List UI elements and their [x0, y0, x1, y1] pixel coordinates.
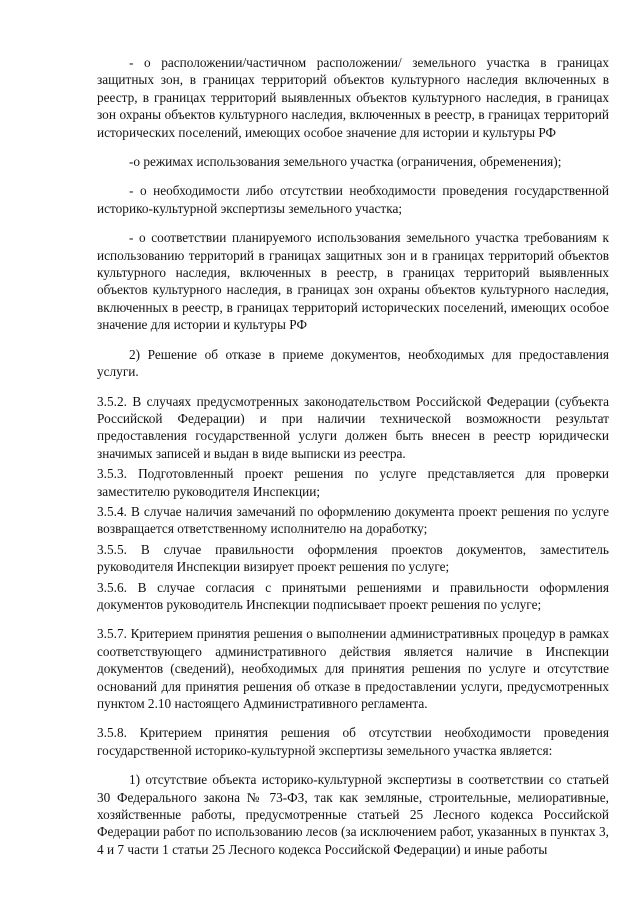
- paragraph-3-5-6: 3.5.6. В случае согласия с принятыми решениями и правильности оформления документов руководитель Инспекции подписывает проект решения по услуге;: [97, 579, 609, 612]
- paragraph-expertise-need: - о необходимости либо отсутствии необходимости проведения государственной историко-культурной экспертизы земельного участка;: [97, 183, 609, 216]
- paragraph-3-5-5: 3.5.5. В случае правильности оформления проектов документов, заместитель руководителя Инспекции визирует проект решения по услуге;: [97, 541, 609, 575]
- paragraph-usage-regimes: -о режимах использования земельного участка (ограничения, обременения);: [129, 154, 562, 170]
- paragraph-usage-compliance: - о соответствии планируемого использования земельного участка требованиям к использованию территорий в границах защитных зон и в границах территорий объектов культурного наследия, включенных в реестр, в границах территорий выявленных объектов культурного наследия, в границах зон охраны объектов культурного наследия, включенных в реестр, в границах территорий исторических поселений, имеющих особое значение для истории и культуры РФ: [97, 230, 609, 333]
- paragraph-3-5-2: 3.5.2. В случаях предусмотренных законодательством Российской Федерации (субъекта Российской Федерации) и при наличии технической возможности результат предоставления государственной услуги должен быть внесен в реестр юридически значимых записей и выдан в виде выписки из реестра.: [97, 393, 609, 461]
- document-page: [97, 54, 609, 858]
- paragraph-location-borders: - о расположении/частичном расположении/ земельного участка в границах защитных зон, в границах территорий объектов культурного наследия включенных в реестр, в границах территорий выявленных объектов культурного наследия, в границах зон охраны объектов культурного наследия, включенных в реестр, в границах территорий исторических поселений, имеющих особое значение для истории и культуры РФ: [97, 55, 609, 140]
- paragraph-3-5-8: 3.5.8. Критерием принятия решения об отсутствии необходимости проведения государственной историко-культурной экспертизы земельного участка является:: [97, 725, 609, 758]
- paragraph-3-5-7: 3.5.7. Критерием принятия решения о выполнении административных процедур в рамках соответствующего административного действия является наличие в Инспекции документов (сведений), необходимых для принятия решения по услуге и отсутствие оснований для принятия решения об отказе в предоставлении услуги, предусмотренных пунктом 2.10 настоящего Административного регламента.: [97, 626, 609, 711]
- paragraph-3-5-4: 3.5.4. В случае наличия замечаний по оформлению документа проект решения по услуге возвращается ответственному исполнителю на доработку;: [97, 503, 609, 537]
- paragraph-criterion-1: 1) отсутствие объекта историко-культурной экспертизы в соответствии со статьей 30 Федерального закона № 73-ФЗ, так как земляные, строительные, мелиоративные, хозяйственные работы, предусмотренные статьей 25 Лесного кодекса Российской Федерации работ по использованию лесов (за исключением работ, указанных в пунктах 3, 4 и 7 части 1 статьи 25 Лесного кодекса Российской Федерации) и иные работы: [97, 772, 609, 857]
- paragraph-3-5-3: 3.5.3. Подготовленный проект решения по услуге представляется для проверки заместителю руководителя Инспекции;: [97, 466, 609, 499]
- paragraph-refusal-decision: 2) Решение об отказе в приеме документов, необходимых для предоставления услуги.: [97, 346, 609, 380]
